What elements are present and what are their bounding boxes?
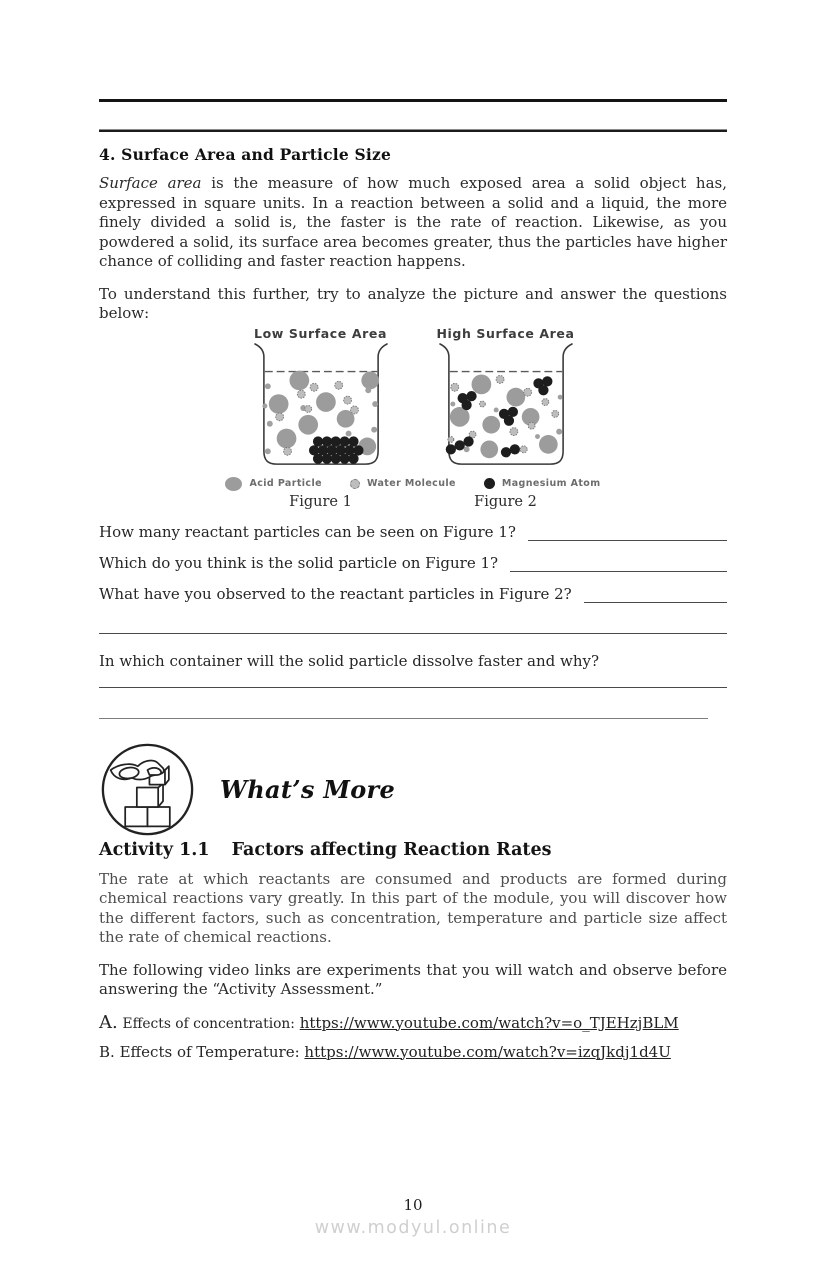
questions-block: [99, 524, 727, 719]
figure-legend: [225, 477, 600, 491]
activity-heading: [99, 840, 727, 860]
question-3-text: What have you observed to the reactant particles in Figure 2?: [99, 584, 572, 603]
hand-stacking-blocks-icon: [99, 741, 196, 838]
italic-lead-term: Surface area: [99, 174, 202, 192]
legend-item-acid: [225, 477, 321, 491]
surface-area-paragraph: [99, 174, 727, 272]
answer-line: [99, 687, 727, 688]
analyze-picture-paragraph: To understand this further, try to analyze the picture and answer the questions below:: [99, 284, 727, 322]
reaction-rate-paragraph: The rate at which reactants are consumed and products are formed during chemical reactions vary greatly. In this part of the module, you will discover how the different factors, such as concentration, temperature and particle size affect the rate of chemical reactions.: [99, 869, 727, 946]
answer-line: [99, 718, 708, 719]
water-molecule-icon: [350, 479, 360, 489]
legend-label: Water Molecule: [366, 478, 456, 489]
figure-1-caption: Figure 1: [289, 493, 352, 510]
acid-particle-icon: [225, 477, 242, 491]
document-page: [0, 99, 826, 1268]
answer-blank: [528, 526, 727, 541]
legend-item-water: [350, 478, 456, 489]
figure-captions: [251, 494, 576, 510]
page-number: 10: [403, 1196, 423, 1214]
question-3-row: [99, 586, 727, 603]
link-b-prefix: B.: [99, 1042, 115, 1061]
question-2-row: [99, 555, 727, 572]
question-4-text: In which container will the solid particle dissolve faster and why?: [99, 651, 599, 670]
section-heading: 4. Surface Area and Particle Size: [99, 145, 392, 164]
link-a-prefix: A.: [99, 1011, 118, 1033]
page-footer: [0, 1196, 826, 1238]
link-a-label: Effects of concentration:: [122, 1015, 295, 1032]
magnesium-atom-icon: [484, 478, 495, 489]
video-link-a: [99, 1012, 727, 1033]
high-surface-area-title: High Surface Area: [436, 325, 575, 341]
whats-more-header: [99, 741, 727, 838]
figure-2-caption: Figure 2: [474, 493, 537, 510]
activity-title: Factors affecting Reaction Rates: [231, 839, 552, 860]
whats-more-title: What’s More: [220, 774, 396, 804]
paragraph-body-text: is the measure of how much exposed area a solid object has, expressed in square units. In a reaction between a solid and a liquid, the more finely divided a solid is, the faster is the rate of reaction. Likewise, as you powdered a solid, its surface area becomes greater, thus the particles have higher chance of colliding and faster reaction happens.: [99, 174, 727, 270]
question-1-row: [99, 524, 727, 541]
answer-blank: [584, 588, 727, 603]
answer-line: [99, 633, 727, 634]
video-links-paragraph: The following video links are experiments that you will watch and observe before answering the “Activity Assessment.”: [99, 960, 727, 998]
figure-1-column: [251, 326, 391, 471]
low-surface-area-beaker-image: [251, 343, 391, 471]
legend-label: Acid Particle: [249, 478, 322, 489]
header-divider-rule: [99, 129, 727, 132]
question-2-text: Which do you think is the solid particle on Figure 1?: [99, 553, 499, 572]
youtube-link-concentration[interactable]: https://www.youtube.com/watch?v=o_TJEHzjBLM: [299, 1013, 679, 1032]
watermark-text: www.modyul.online: [314, 1218, 512, 1238]
beaker-figure: [99, 326, 727, 510]
legend-item-magnesium: [484, 478, 601, 489]
high-surface-area-beaker-image: [436, 343, 576, 471]
youtube-link-temperature[interactable]: https://www.youtube.com/watch?v=izqJkdj1d4U: [304, 1042, 671, 1061]
question-1-text: How many reactant particles can be seen on Figure 1?: [99, 522, 516, 541]
video-link-b: [99, 1043, 727, 1061]
low-surface-area-title: Low Surface Area: [254, 325, 387, 341]
top-rule: [99, 99, 727, 102]
figure-2-column: [436, 326, 576, 471]
activity-number: Activity 1.1: [99, 839, 210, 860]
answer-blank: [510, 557, 727, 572]
legend-label: Magnesium Atom: [501, 478, 601, 489]
link-b-label: Effects of Temperature:: [119, 1042, 300, 1061]
